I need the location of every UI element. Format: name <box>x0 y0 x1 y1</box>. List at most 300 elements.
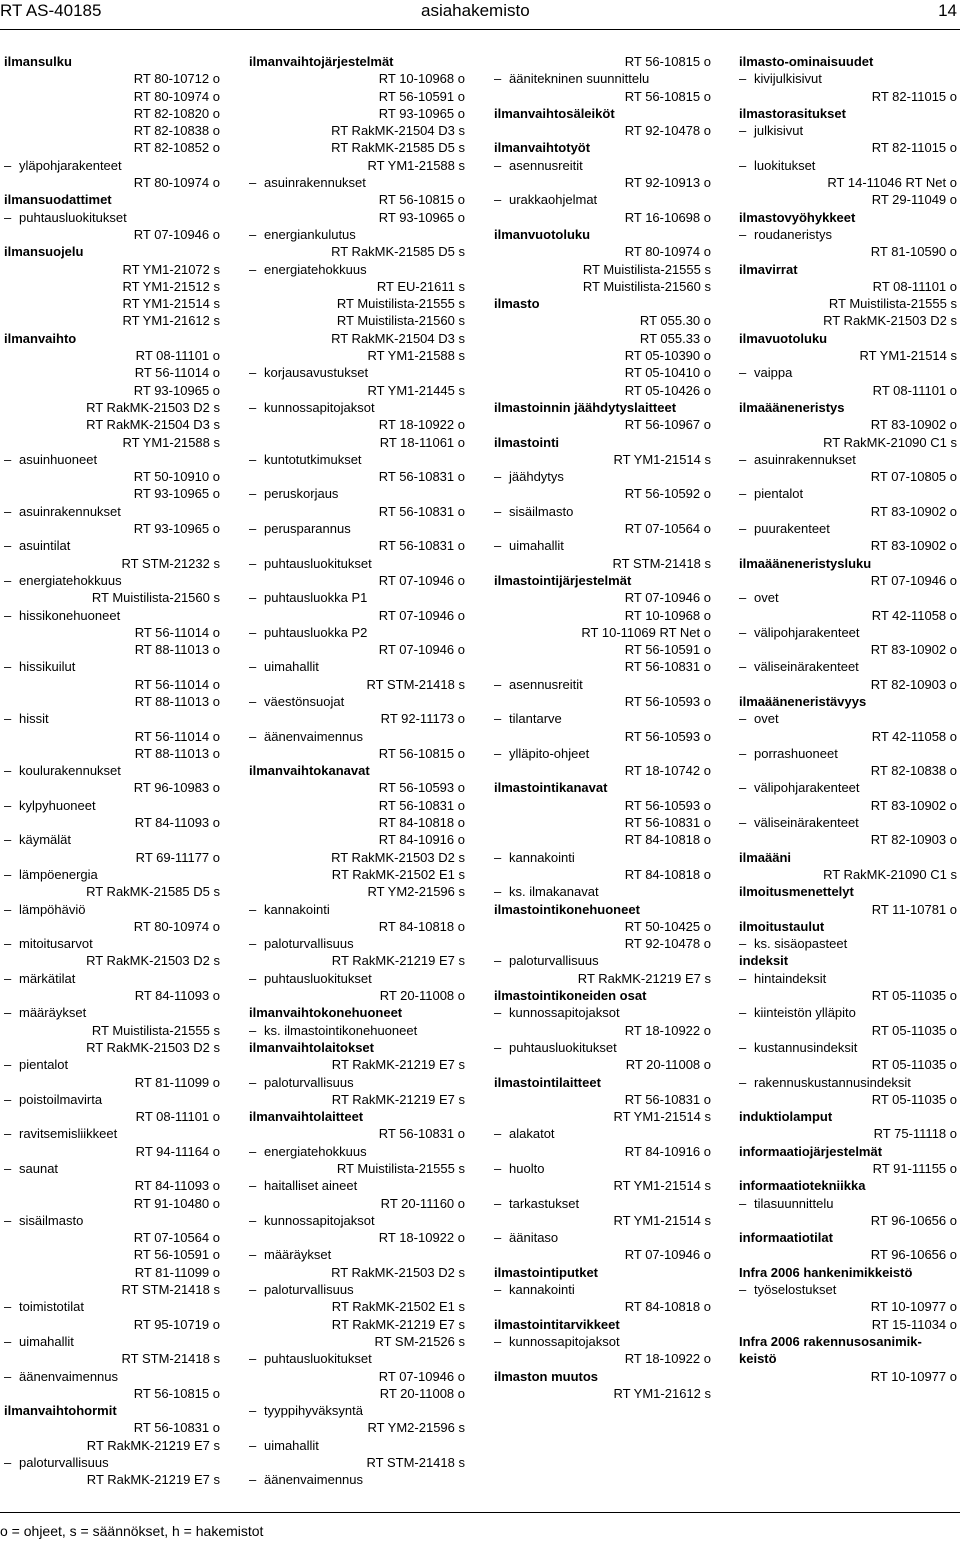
index-reference: RT 81-11099 o <box>134 1264 220 1280</box>
index-reference: RT 56-10967 o <box>624 417 711 433</box>
index-reference: RT YM2-21596 s <box>367 1420 465 1436</box>
index-reference: RT 05-10426 o <box>624 382 711 398</box>
index-subentry: – luokitukset <box>739 157 957 174</box>
index-subentry: – perusparannus <box>249 520 465 537</box>
index-reference: RT 56-10815 o <box>624 54 711 69</box>
index-reference: RT 07-10805 o <box>870 469 957 485</box>
index-reference: RT 08-11101 o <box>872 382 957 398</box>
index-heading: informaatiotilat <box>739 1230 833 1246</box>
index-subentry: – paloturvallisuus <box>249 935 465 952</box>
index-reference: RT 56-10815 o <box>378 192 465 208</box>
index-reference: RT 92-10478 o <box>624 936 711 952</box>
index-subentry: – hintaindeksit <box>739 970 957 987</box>
index-heading: ilmaääni <box>739 849 792 865</box>
index-heading: ilmaääneneristysluku <box>739 555 872 571</box>
index-heading: ilmastointikonehuoneet <box>494 901 640 917</box>
index-subentry: – paloturvallisuus <box>249 1281 465 1298</box>
index-reference: RT 84-10916 o <box>378 832 465 848</box>
index-reference: RT YM1-21512 s <box>122 278 220 294</box>
index-subentry: – määräykset <box>4 1004 220 1021</box>
index-reference: RT 82-10838 o <box>870 763 957 779</box>
index-subentry: – paloturvallisuus <box>249 1074 465 1091</box>
index-reference: RT 10-10968 o <box>624 607 711 623</box>
index-reference: RT 84-10818 o <box>624 832 711 848</box>
index-subentry: – energiankulutus <box>249 226 465 243</box>
index-subentry: – väliseinärakenteet <box>739 814 957 831</box>
index-reference: RT STM-21418 s <box>366 676 465 692</box>
index-reference: RT RakMK-21219 E7 s <box>331 1316 465 1332</box>
index-subentry: – vaippa <box>739 364 957 381</box>
index-reference: RT YM1-21612 s <box>613 1385 711 1401</box>
index-reference: RT 93-10965 o <box>378 209 465 225</box>
index-reference: RT RakMK-21585 D5 s <box>331 140 465 156</box>
index-subentry: – puhtausluokitukset <box>249 970 465 987</box>
index-subentry: – ks. sisäopasteet <box>739 935 957 952</box>
index-subentry: – puhtausluokitukset <box>494 1039 711 1056</box>
index-subentry: – asuintilat <box>4 537 220 554</box>
index-subentry: – kunnossapitojaksot <box>249 399 465 416</box>
index-reference: RT 84-10916 o <box>624 1143 711 1159</box>
index-reference: RT 88-11013 o <box>134 693 220 709</box>
index-reference: RT RakMK-21503 D2 s <box>86 953 220 969</box>
page-number: 14 <box>938 1 957 20</box>
index-reference: RT 20-11160 o <box>380 1195 465 1211</box>
index-heading: ilmansuojelu <box>4 244 84 260</box>
index-reference: RT Muistilista-21555 s <box>336 296 465 312</box>
index-heading: ilmastointi <box>494 434 560 450</box>
index-reference: RT 88-11013 o <box>134 745 220 761</box>
index-reference: RT 56-10831 o <box>378 503 465 519</box>
index-column-2 <box>249 53 465 1489</box>
document-code: RT AS-40185 <box>0 1 102 20</box>
index-reference: RT RakMK-21585 D5 s <box>331 244 465 260</box>
index-reference: RT 80-10974 o <box>624 244 711 260</box>
index-reference: RT 08-11101 o <box>135 348 220 364</box>
index-reference: RT Muistilista-21555 s <box>91 1022 220 1038</box>
index-reference: RT 80-10974 o <box>133 175 220 191</box>
index-reference: RT 20-11008 o <box>625 1057 711 1073</box>
index-subentry: – äänenvaimennus <box>249 728 465 745</box>
index-reference: RT 83-10902 o <box>870 642 957 658</box>
index-reference: RT 84-11093 o <box>134 1178 220 1194</box>
index-column-3 <box>494 53 711 1402</box>
index-reference: RT 82-10903 o <box>870 676 957 692</box>
index-heading: ilmaääneneristävyys <box>739 693 867 709</box>
index-reference: RT 07-10946 o <box>378 1368 465 1384</box>
index-column-4 <box>739 53 957 1385</box>
index-reference: RT RakMK-21503 D2 s <box>331 849 465 865</box>
index-reference: RT 56-10591 o <box>378 88 465 104</box>
index-reference: RT 81-11099 o <box>134 1074 220 1090</box>
index-reference: RT 56-10815 o <box>133 1385 220 1401</box>
index-heading: ilmanvaihtolaitokset <box>249 1039 374 1055</box>
index-reference: RT 80-10974 o <box>133 918 220 934</box>
index-reference: RT 56-10831 o <box>624 1091 711 1107</box>
index-reference: RT STM-21418 s <box>366 1455 465 1471</box>
index-subentry: – haitalliset aineet <box>249 1177 465 1194</box>
index-subentry: – käymälät <box>4 831 220 848</box>
index-reference: RT 42-11058 o <box>871 607 957 623</box>
index-reference: RT 56-10592 o <box>624 486 711 502</box>
index-reference: RT 94-11164 o <box>135 1143 220 1159</box>
index-subentry: – puurakenteet <box>739 520 957 537</box>
index-reference: RT 07-10946 o <box>378 642 465 658</box>
index-reference: RT 56-10591 o <box>133 1247 220 1263</box>
index-reference: RT 88-11013 o <box>134 642 220 658</box>
index-reference: RT 18-10922 o <box>624 1022 711 1038</box>
index-subentry: – asuinrakennukset <box>4 503 220 520</box>
index-subentry: – paloturvallisuus <box>4 1454 220 1471</box>
index-subentry: – sisäilmasto <box>4 1212 220 1229</box>
index-heading: indeksit <box>739 953 789 969</box>
index-subentry: – ks. ilmakanavat <box>494 883 711 900</box>
index-reference: RT 18-10922 o <box>624 1351 711 1367</box>
index-reference: RT 56-10831 o <box>378 538 465 554</box>
index-subentry: – paloturvallisuus <box>494 952 711 969</box>
index-reference: RT 83-10902 o <box>870 417 957 433</box>
index-heading: ilmanvaihtokanavat <box>249 763 370 779</box>
index-subentry: – energiatehokkuus <box>249 1143 465 1160</box>
index-reference: RT 055.30 o <box>639 313 711 329</box>
index-reference: RT RakMK-21502 E1 s <box>331 1299 465 1315</box>
index-heading: ilmoitustaulut <box>739 918 825 934</box>
index-subentry: – hissit <box>4 710 220 727</box>
index-reference: RT Muistilista-21555 s <box>828 296 957 312</box>
index-column-1 <box>4 53 220 1489</box>
index-reference: RT 50-10425 o <box>624 918 711 934</box>
index-reference: RT 56-10831 o <box>133 1420 220 1436</box>
index-subentry: – äänenvaimennus <box>4 1368 220 1385</box>
index-heading: ilmanvaihtotyöt <box>494 140 591 156</box>
index-reference: RT 20-11008 o <box>379 988 465 1004</box>
index-reference: RT 15-11034 o <box>871 1316 957 1332</box>
index-reference: RT 07-10946 o <box>624 1247 711 1263</box>
index-reference: RT STM-21418 s <box>121 1351 220 1367</box>
index-subentry: – ylläpito-ohjeet <box>494 745 711 762</box>
index-reference: RT EU-21611 s <box>376 278 465 294</box>
index-reference: RT 42-11058 o <box>871 728 957 744</box>
index-reference: RT 05-11035 o <box>871 1022 957 1038</box>
index-subentry: – pientalot <box>739 485 957 502</box>
index-reference: RT 56-10831 o <box>378 1126 465 1142</box>
index-reference: RT 83-10902 o <box>870 538 957 554</box>
index-subentry: – puhtausluokitukset <box>249 555 465 572</box>
index-subentry: – koulurakennukset <box>4 762 220 779</box>
index-reference: RT YM1-21514 s <box>859 348 957 364</box>
index-subentry: – asuinrakennukset <box>739 451 957 468</box>
index-reference: RT RakMK-21219 E7 s <box>331 1091 465 1107</box>
index-reference: RT 83-10902 o <box>870 797 957 813</box>
index-reference: RT 96-10983 o <box>133 780 220 796</box>
index-heading: Infra 2006 hankenimikkeistö <box>739 1264 913 1280</box>
index-reference: RT 05-10390 o <box>624 348 711 364</box>
page-header <box>0 0 960 26</box>
index-reference: RT 95-10719 o <box>133 1316 220 1332</box>
index-reference: RT 93-10965 o <box>378 105 465 121</box>
index-reference: RT 83-10902 o <box>870 503 957 519</box>
index-reference: RT 93-10965 o <box>133 382 220 398</box>
index-subentry: – uimahallit <box>249 658 465 675</box>
index-heading: ilmasto <box>494 296 540 312</box>
index-subentry: – peruskorjaus <box>249 485 465 502</box>
index-heading: ilmanvaihtokonehuoneet <box>249 1005 403 1021</box>
index-subentry: – energiatehokkuus <box>4 572 220 589</box>
index-reference: RT YM2-21596 s <box>367 884 465 900</box>
index-reference: RT 10-10977 o <box>870 1368 957 1384</box>
index-subentry: – äänitaso <box>494 1229 711 1246</box>
index-reference: RT 10-11069 RT Net o <box>581 624 711 640</box>
index-heading: ilmastointitarvikkeet <box>494 1316 620 1332</box>
index-subentry: – äänitekninen suunnittelu <box>494 70 711 87</box>
index-reference: RT 07-10946 o <box>870 572 957 588</box>
index-subentry: – rakennuskustannusindeksit <box>739 1074 957 1091</box>
index-subentry: – puhtausluokitukset <box>4 209 220 226</box>
index-subentry: – korjausavustukset <box>249 364 465 381</box>
index-subentry: – märkätilat <box>4 970 220 987</box>
index-subentry: – hissikuilut <box>4 658 220 675</box>
index-reference: RT 96-10656 o <box>870 1247 957 1263</box>
index-reference: RT 05-11035 o <box>871 1057 957 1073</box>
index-reference: RT 93-10965 o <box>133 521 220 537</box>
index-subentry: – tilasuunnittelu <box>739 1195 957 1212</box>
index-heading: ilmanvaihtohormit <box>4 1403 117 1419</box>
index-reference: RT RakMK-21090 C1 s <box>823 434 957 450</box>
index-heading: ilmastointikoneiden osat <box>494 988 647 1004</box>
index-reference: RT 93-10965 o <box>133 486 220 502</box>
index-subentry: – tyyppihyväksyntä <box>249 1402 465 1419</box>
index-subentry: – uimahallit <box>249 1437 465 1454</box>
index-heading: ilmansulku <box>4 54 72 69</box>
index-heading: ilmanvaihtolaitteet <box>249 1109 364 1125</box>
index-heading: ilmaääneneristys <box>739 399 845 415</box>
index-reference: RT Muistilista-21560 s <box>336 313 465 329</box>
index-heading: ilmastointilaitteet <box>494 1074 601 1090</box>
index-reference: RT RakMK-21504 D3 s <box>86 417 220 433</box>
index-reference: RT YM1-21445 s <box>367 382 465 398</box>
index-subentry: – energiatehokkuus <box>249 261 465 278</box>
index-subentry: – puhtausluokka P1 <box>249 589 465 606</box>
page-title: asiahakemisto <box>421 1 530 20</box>
index-reference: RT 84-10818 o <box>624 1299 711 1315</box>
index-reference: RT Muistilista-21555 s <box>582 261 711 277</box>
index-reference: RT 56-10593 o <box>624 728 711 744</box>
index-heading: ilmasto-ominaisuudet <box>739 54 874 69</box>
index-reference: RT RakMK-21503 D2 s <box>86 399 220 415</box>
index-reference: RT 80-10974 o <box>133 88 220 104</box>
index-heading: ilmavirrat <box>739 261 798 277</box>
index-heading: Infra 2006 rakennusosanimik- <box>739 1333 922 1349</box>
index-reference: RT 84-11093 o <box>134 815 220 831</box>
index-reference: RT 18-10922 o <box>378 1230 465 1246</box>
index-subentry: – saunat <box>4 1160 220 1177</box>
index-heading: induktiolamput <box>739 1109 833 1125</box>
index-reference: RT RakMK-21219 E7 s <box>86 1472 220 1488</box>
index-reference: RT 07-10946 o <box>378 607 465 623</box>
index-subentry: – asennusreitit <box>494 676 711 693</box>
index-subentry: – hissikonehuoneet <box>4 607 220 624</box>
index-heading: ilmanvaihto <box>4 330 77 346</box>
index-reference: RT RakMK-21585 D5 s <box>86 884 220 900</box>
index-reference: RT 20-11008 o <box>379 1385 465 1401</box>
index-reference: RT 84-10818 o <box>378 918 465 934</box>
index-reference: RT RakMK-21503 D2 s <box>823 313 957 329</box>
index-subentry: – toimistotilat <box>4 1298 220 1315</box>
index-reference: RT YM1-21514 s <box>122 296 220 312</box>
index-reference: RT RakMK-21219 E7 s <box>577 970 711 986</box>
index-reference: RT Muistilista-21555 s <box>336 1161 465 1176</box>
index-subentry: – ovet <box>739 589 957 606</box>
index-reference: RT 07-10946 o <box>624 590 711 606</box>
index-reference: RT 82-10820 o <box>133 105 220 121</box>
index-reference: RT 75-11118 o <box>873 1126 957 1142</box>
index-reference: RT 05-11035 o <box>871 988 957 1004</box>
index-reference: RT 18-11061 o <box>379 434 465 450</box>
index-reference: RT 07-10946 o <box>133 226 220 242</box>
index-reference: RT 29-11049 o <box>871 192 957 208</box>
index-subentry: – alakatot <box>494 1125 711 1142</box>
index-reference: RT STM-21418 s <box>121 1282 220 1298</box>
index-reference: RT RakMK-21502 E1 s <box>331 866 465 882</box>
index-subentry: – väestönsuojat <box>249 693 465 710</box>
index-reference: RT YM1-21514 s <box>613 1178 711 1194</box>
index-reference: RT 56-10815 o <box>378 745 465 761</box>
index-heading: ilmoitusmenettelyt <box>739 884 854 900</box>
index-heading: ilmastointijärjestelmät <box>494 572 632 588</box>
index-subentry: – väliseinärakenteet <box>739 658 957 675</box>
index-subentry: – kustannusindeksit <box>739 1039 957 1056</box>
index-subentry: – välipohjarakenteet <box>739 624 957 641</box>
footer-divider <box>0 1512 960 1513</box>
index-subentry: – kunnossapitojaksot <box>494 1004 711 1021</box>
index-reference: RT 56-11014 o <box>134 676 220 692</box>
index-reference: RT 84-10818 o <box>378 815 465 831</box>
index-reference: RT YM1-21514 s <box>613 451 711 467</box>
index-reference: RT 14-11046 RT Net o <box>827 175 957 191</box>
index-reference: RT 81-10590 o <box>870 244 957 260</box>
index-reference: RT RakMK-21503 D2 s <box>86 1039 220 1055</box>
index-subentry: – porrashuoneet <box>739 745 957 762</box>
index-heading: ilmastoinnin jäähdytyslaitteet <box>494 399 677 415</box>
index-reference: RT SM-21526 s <box>374 1333 465 1349</box>
index-reference: RT RakMK-21090 C1 s <box>823 866 957 882</box>
index-reference: RT RakMK-21504 D3 s <box>331 330 465 346</box>
index-reference: RT 08-11101 o <box>872 278 957 294</box>
index-reference: RT 10-10968 o <box>378 71 465 87</box>
index-reference: RT YM1-21588 s <box>122 434 220 450</box>
index-reference: RT RakMK-21503 D2 s <box>331 1264 465 1280</box>
index-reference: RT 82-10838 o <box>133 123 220 139</box>
index-reference: RT YM1-21588 s <box>367 157 465 173</box>
index-subentry: – puhtausluokitukset <box>249 1350 465 1367</box>
index-reference: RT YM1-21514 s <box>613 1212 711 1228</box>
index-reference: RT 56-10593 o <box>624 693 711 709</box>
index-reference: RT 82-11015 o <box>871 88 957 104</box>
index-subentry: – sisäilmasto <box>494 503 711 520</box>
index-subentry: – kuntotutkimukset <box>249 451 465 468</box>
index-subentry: – kiinteistön ylläpito <box>739 1004 957 1021</box>
header-divider <box>0 29 960 30</box>
index-subentry: – asuinhuoneet <box>4 451 220 468</box>
legend-footnote: o = ohjeet, s = säännökset, h = hakemistot <box>0 1523 264 1539</box>
index-subentry: – määräykset <box>249 1246 465 1263</box>
index-reference: RT Muistilista-21560 s <box>582 278 711 294</box>
index-subentry: – puhtausluokka P2 <box>249 624 465 641</box>
index-heading: ilmavuotoluku <box>739 330 828 346</box>
index-reference: RT 56-10593 o <box>624 797 711 813</box>
index-heading: informaatiotekniikka <box>739 1178 866 1194</box>
index-subentry: – tilantarve <box>494 710 711 727</box>
index-heading: informaatiojärjestelmät <box>739 1143 883 1159</box>
index-reference: RT 08-11101 o <box>135 1109 220 1125</box>
index-reference: RT 82-10903 o <box>870 832 957 848</box>
index-heading: keistö <box>739 1351 777 1367</box>
index-reference: RT 16-10698 o <box>624 209 711 225</box>
index-reference: RT 80-10712 o <box>133 71 220 87</box>
index-heading: ilmastointikanavat <box>494 780 608 796</box>
index-heading: ilmanvaihtosäleiköt <box>494 105 615 121</box>
index-reference: RT YM1-21072 s <box>122 261 220 277</box>
index-reference: RT 56-10831 o <box>624 659 711 675</box>
index-subentry: – urakkaohjelmat <box>494 191 711 208</box>
index-reference: RT 84-11093 o <box>134 988 220 1004</box>
index-subentry: – poistoilmavirta <box>4 1091 220 1108</box>
index-reference: RT 05-10410 o <box>624 365 711 381</box>
index-reference: RT STM-21232 s <box>121 555 220 571</box>
index-reference: RT 56-10593 o <box>378 780 465 796</box>
index-reference: RT 84-10818 o <box>624 866 711 882</box>
index-subentry: – uimahallit <box>4 1333 220 1350</box>
index-subentry: – julkisivut <box>739 122 957 139</box>
index-reference: RT 56-11014 o <box>134 728 220 744</box>
index-heading: ilmastointiputket <box>494 1264 599 1280</box>
index-reference: RT RakMK-21219 E7 s <box>331 953 465 969</box>
index-subentry: – uimahallit <box>494 537 711 554</box>
index-reference: RT 055.33 o <box>639 330 711 346</box>
index-subentry: – jäähdytys <box>494 468 711 485</box>
index-subentry: – kannakointi <box>249 901 465 918</box>
index-reference: RT 96-10656 o <box>870 1212 957 1228</box>
index-subentry: – ks. ilmastointikonehuoneet <box>249 1022 465 1039</box>
index-subentry: – kannakointi <box>494 1281 711 1298</box>
index-subentry: – lämpöenergia <box>4 866 220 883</box>
index-subentry: – kivijulkisivut <box>739 70 957 87</box>
index-subentry: – mitoitusarvot <box>4 935 220 952</box>
index-reference: RT 82-11015 o <box>871 140 957 156</box>
index-subentry: – pientalot <box>4 1056 220 1073</box>
index-subentry: – kunnossapitojaksot <box>494 1333 711 1350</box>
index-reference: RT 18-10742 o <box>624 763 711 779</box>
index-reference: RT Muistilista-21560 s <box>91 590 220 606</box>
index-reference: RT 92-11173 o <box>380 711 465 727</box>
index-reference: RT RakMK-21219 E7 s <box>331 1057 465 1073</box>
index-reference: RT 18-10922 o <box>378 417 465 433</box>
index-reference: RT 56-10591 o <box>624 642 711 658</box>
index-reference: RT 05-11035 o <box>871 1091 957 1107</box>
index-reference: RT 11-10781 o <box>871 901 957 917</box>
index-reference: RT 07-10564 o <box>624 521 711 537</box>
index-heading: ilmanvaihtojärjestelmät <box>249 54 394 69</box>
index-subentry: – kunnossapitojaksot <box>249 1212 465 1229</box>
index-subentry: – ravitsemisliikkeet <box>4 1125 220 1142</box>
index-reference: RT YM1-21612 s <box>122 313 220 329</box>
index-heading: ilmastorasitukset <box>739 105 846 121</box>
index-reference: RT 50-10910 o <box>133 469 220 485</box>
index-reference: RT 56-10815 o <box>624 88 711 104</box>
index-subentry: – työselostukset <box>739 1281 957 1298</box>
index-reference: RT YM1-21514 s <box>613 1109 711 1125</box>
index-subentry: – asennusreitit <box>494 157 711 174</box>
index-reference: RT RakMK-21504 D3 s <box>331 123 465 139</box>
